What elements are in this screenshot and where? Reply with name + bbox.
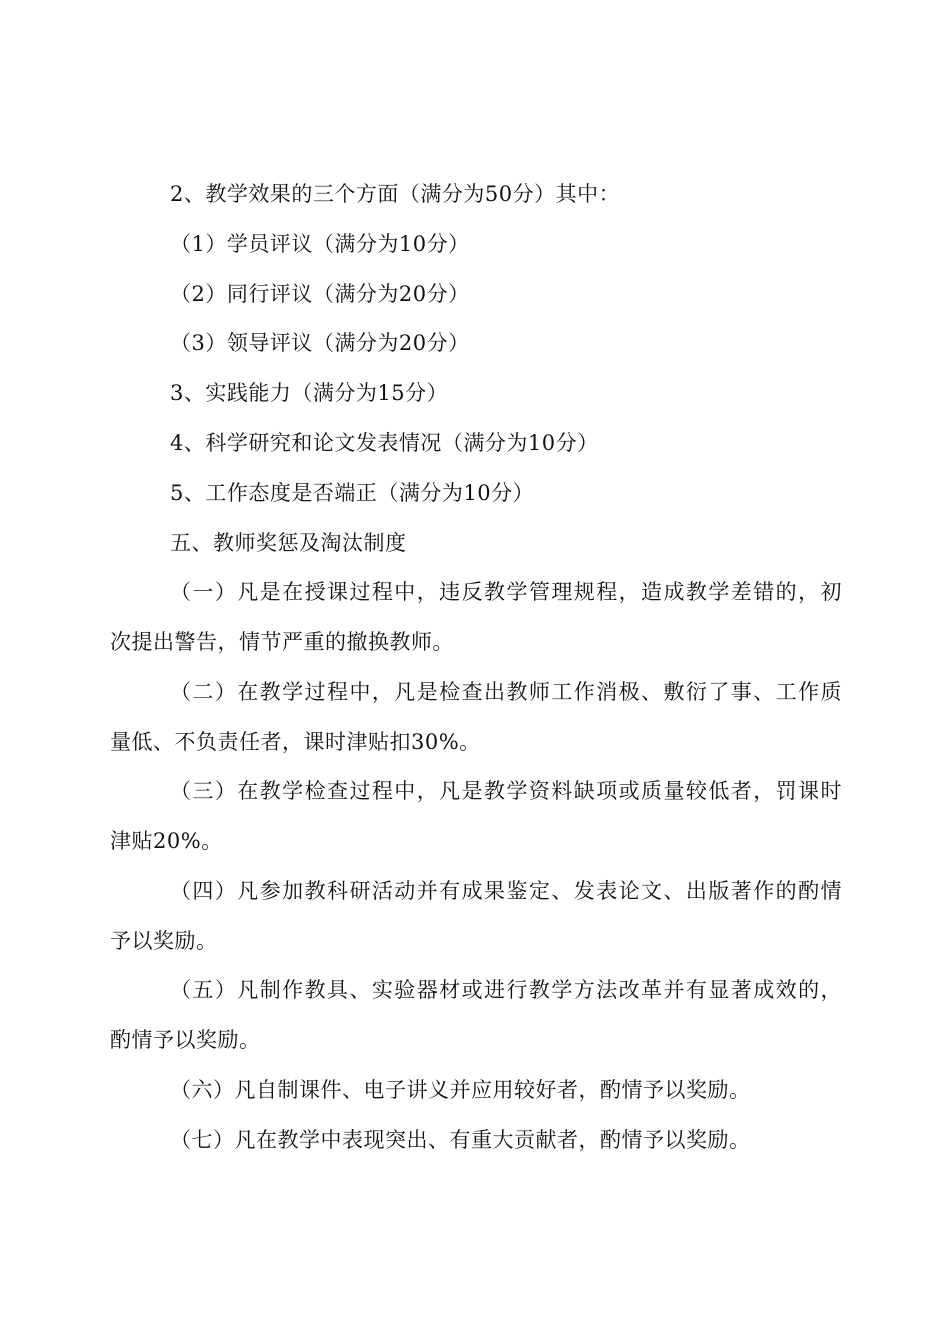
- text-line: （1）学员评议（满分为10分）: [170, 232, 470, 256]
- text-line: 酌情予以奖励。: [110, 1028, 261, 1052]
- text-line: 4、科学研究和论文发表情况（满分为10分）: [170, 431, 599, 455]
- section-heading: 五、教师奖惩及淘汰制度: [170, 531, 407, 555]
- text-line: 津贴20%。: [110, 829, 223, 853]
- text-line: （六）凡自制课件、电子讲义并应用较好者，酌情予以奖励。: [170, 1078, 751, 1102]
- text-line: （五）凡制作教具、实验器材或进行教学方法改革并有显著成效的，: [170, 978, 842, 1002]
- text-line: 2、教学效果的三个方面（满分为50分）其中：: [170, 182, 621, 206]
- text-line: 量低、不负责任者，课时津贴扣30%。: [110, 730, 481, 754]
- text-line: （三）在教学检查过程中，凡是教学资料缺项或质量较低者，罚课时: [170, 779, 842, 803]
- text-line: （七）凡在教学中表现突出、有重大贡献者，酌情予以奖励。: [170, 1128, 751, 1152]
- text-line: （一）凡是在授课过程中，违反教学管理规程，造成教学差错的，初: [170, 580, 842, 604]
- text-line: 3、实践能力（满分为15分）: [170, 381, 449, 405]
- text-line: （四）凡参加教科研活动并有成果鉴定、发表论文、出版著作的酌情: [170, 879, 842, 903]
- text-line: 次提出警告，情节严重的撤换教师。: [110, 630, 454, 654]
- text-line: （二）在教学过程中，凡是检查出教师工作消极、敷衍了事、工作质: [170, 680, 842, 704]
- text-line: （2）同行评议（满分为20分）: [170, 282, 470, 306]
- text-line: （3）领导评议（满分为20分）: [170, 331, 470, 355]
- text-line: 予以奖励。: [110, 929, 218, 953]
- text-line: 5、工作态度是否端正（满分为10分）: [170, 481, 535, 505]
